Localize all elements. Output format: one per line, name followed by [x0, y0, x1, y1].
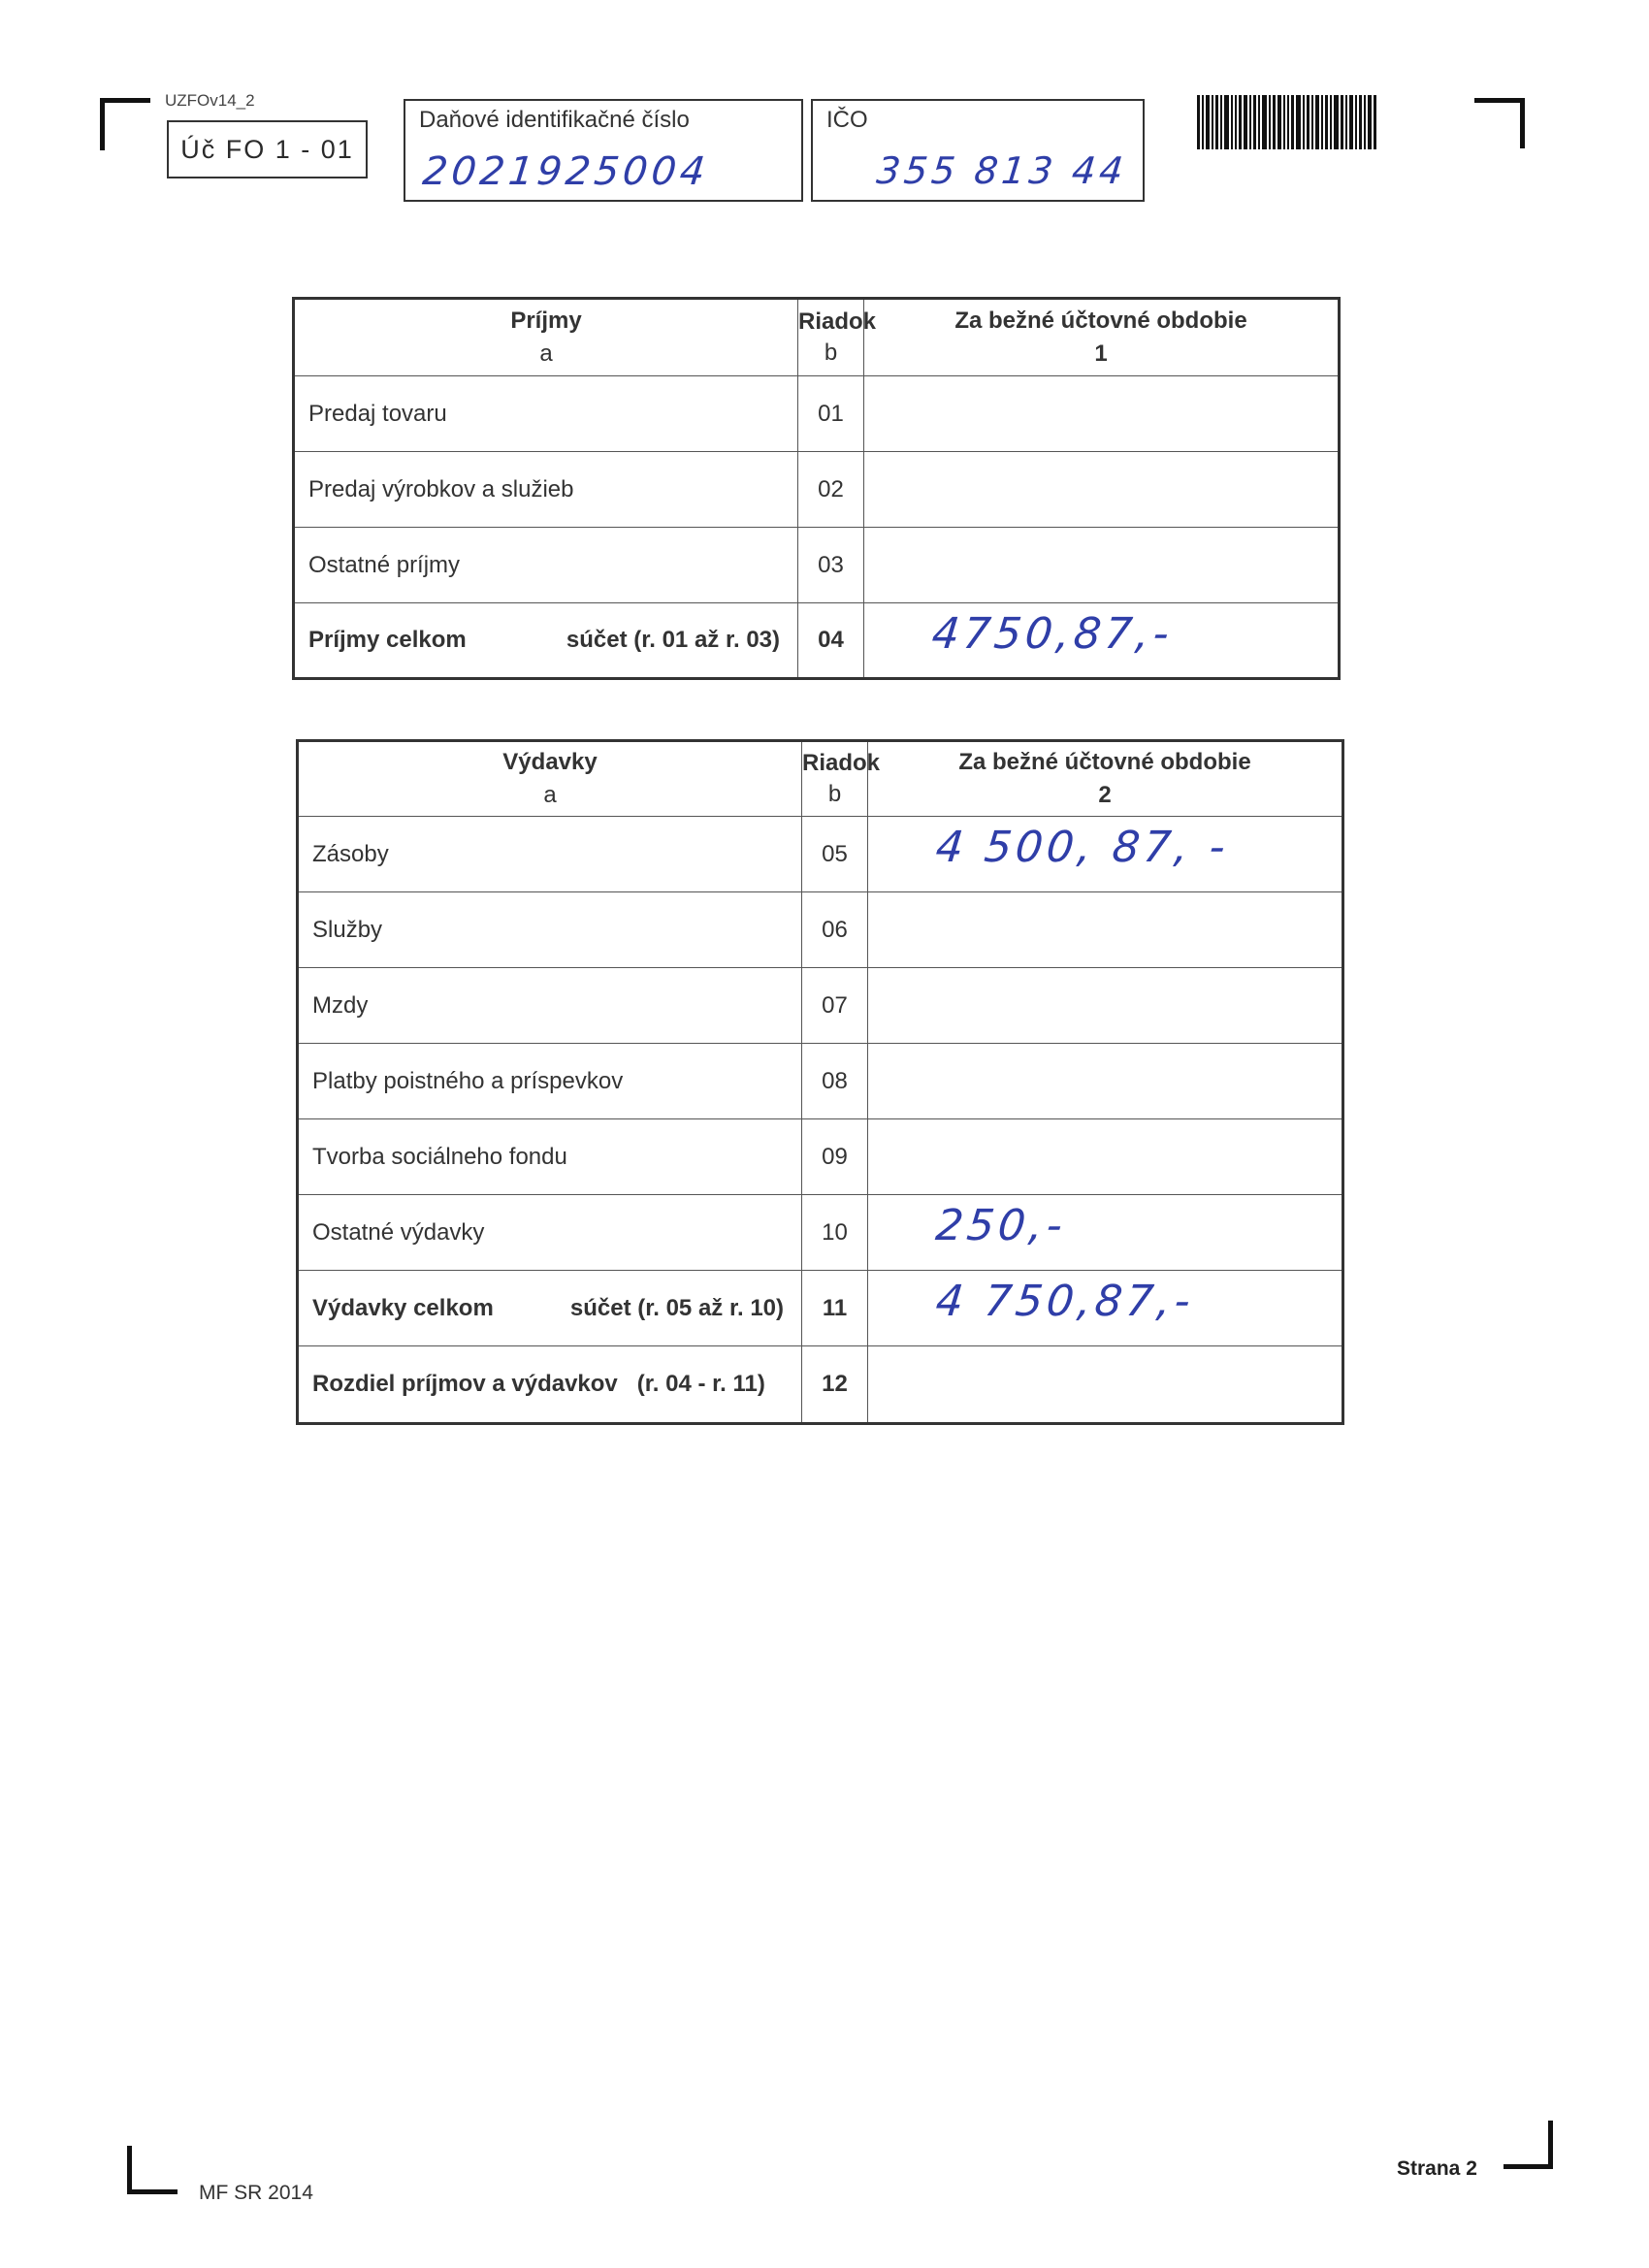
row-label: Predaj tovaru	[294, 376, 798, 452]
value-cell[interactable]	[868, 968, 1343, 1044]
value-cell[interactable]	[864, 603, 1340, 679]
value-cell[interactable]	[868, 1346, 1343, 1424]
table-row	[294, 528, 1340, 603]
income-col-a-header	[294, 299, 798, 376]
income-col-b-header	[798, 299, 877, 376]
expense-col-b-title: Riadok	[802, 750, 881, 776]
table-row	[298, 1119, 1343, 1195]
form-code-box: Úč FO 1 - 01	[167, 120, 368, 178]
value-text: 4 500, 87, -	[933, 823, 1232, 872]
row-label: Ostatné príjmy	[294, 528, 798, 603]
value-cell[interactable]	[864, 376, 1340, 452]
row-label: Zásoby	[298, 817, 802, 892]
row-number: 03	[798, 528, 864, 603]
row-label: Platby poistného a príspevkov	[298, 1044, 802, 1119]
row-label: Predaj výrobkov a služieb	[294, 452, 798, 528]
row-number: 01	[798, 376, 864, 452]
row-number: 02	[798, 452, 864, 528]
total-label: Príjmy celkom	[308, 627, 467, 653]
corner-mark-bottom-left	[127, 2189, 178, 2194]
value-cell[interactable]	[868, 1271, 1343, 1346]
difference-row	[298, 1346, 1343, 1424]
row-label: Tvorba sociálneho fondu	[298, 1119, 802, 1195]
tax-id-box	[404, 99, 803, 202]
difference-note: (r. 04 - r. 11)	[636, 1371, 765, 1397]
table-row	[298, 968, 1343, 1044]
value-cell[interactable]	[868, 1044, 1343, 1119]
tax-id-label: Daňové identifikačné číslo	[419, 107, 690, 133]
ico-box	[811, 99, 1145, 202]
total-note: súčet (r. 01 až r. 03)	[566, 627, 780, 653]
corner-mark-bottom-left	[127, 2146, 132, 2194]
income-table	[292, 297, 1341, 680]
income-col-1-title: Za bežné účtovné obdobie	[954, 308, 1247, 334]
expense-col-2-sub: 2	[1098, 782, 1112, 808]
income-col-1-header	[864, 299, 1340, 376]
expense-table	[296, 739, 1344, 1425]
row-number: 09	[802, 1119, 868, 1195]
income-header-row	[294, 299, 1340, 376]
table-row	[294, 376, 1340, 452]
table-row	[298, 1195, 1343, 1271]
table-row	[298, 817, 1343, 892]
total-row	[294, 603, 1340, 679]
form-version-code: UZFOv14_2	[165, 91, 255, 110]
corner-mark-top-left	[100, 98, 105, 150]
row-number: 12	[802, 1346, 868, 1424]
expense-col-b-sub: b	[827, 781, 842, 807]
value-cell[interactable]	[868, 817, 1343, 892]
row-number: 04	[798, 603, 864, 679]
expense-header-row	[298, 741, 1343, 817]
ico-label: IČO	[826, 107, 868, 133]
value-text: 4750,87,-	[929, 609, 1176, 659]
barcode	[1197, 95, 1430, 149]
expense-col-a-sub: a	[543, 782, 557, 808]
total-label-cell	[298, 1271, 802, 1346]
row-number: 05	[802, 817, 868, 892]
row-number: 11	[802, 1271, 868, 1346]
value-text: 250,-	[933, 1201, 1069, 1250]
total-label: Výdavky celkom	[312, 1294, 494, 1321]
corner-mark-bottom-right	[1548, 2121, 1553, 2169]
row-number: 08	[802, 1044, 868, 1119]
tax-id-value: 2021925004	[420, 149, 711, 194]
difference-label: Rozdiel príjmov a výdavkov	[312, 1371, 618, 1397]
value-cell[interactable]	[868, 1195, 1343, 1271]
income-col-b-title: Riadok	[798, 308, 877, 335]
corner-mark-top-right	[1474, 98, 1525, 103]
corner-mark-bottom-right	[1504, 2164, 1553, 2169]
row-label: Ostatné výdavky	[298, 1195, 802, 1271]
expense-col-a-title: Výdavky	[502, 749, 598, 775]
footer-issuer: MF SR 2014	[199, 2182, 313, 2204]
corner-mark-top-right	[1520, 98, 1525, 148]
income-col-b-sub: b	[824, 340, 838, 366]
ico-value: 355 813 44	[874, 149, 1129, 192]
income-col-a-sub: a	[539, 340, 553, 367]
income-col-1-sub: 1	[1094, 340, 1108, 367]
row-number: 06	[802, 892, 868, 968]
value-cell[interactable]	[868, 1119, 1343, 1195]
expense-col-a-header	[298, 741, 802, 817]
income-col-a-title: Príjmy	[510, 308, 582, 334]
row-label: Mzdy	[298, 968, 802, 1044]
corner-mark-top-left	[100, 98, 150, 103]
expense-col-b-header	[802, 741, 881, 817]
table-row	[298, 892, 1343, 968]
row-number: 07	[802, 968, 868, 1044]
value-cell[interactable]	[864, 528, 1340, 603]
value-text: 4 750,87,-	[933, 1277, 1197, 1326]
expense-col-2-title: Za bežné účtovné obdobie	[958, 749, 1251, 775]
difference-label-cell	[298, 1346, 802, 1424]
total-label-cell	[294, 603, 798, 679]
expense-col-2-header	[868, 741, 1343, 817]
value-cell[interactable]	[868, 892, 1343, 968]
row-label: Služby	[298, 892, 802, 968]
row-number: 10	[802, 1195, 868, 1271]
table-row	[298, 1044, 1343, 1119]
total-row	[298, 1271, 1343, 1346]
page-number: Strana 2	[1397, 2157, 1477, 2180]
value-cell[interactable]	[864, 452, 1340, 528]
total-note: súčet (r. 05 až r. 10)	[569, 1294, 784, 1321]
table-row	[294, 452, 1340, 528]
